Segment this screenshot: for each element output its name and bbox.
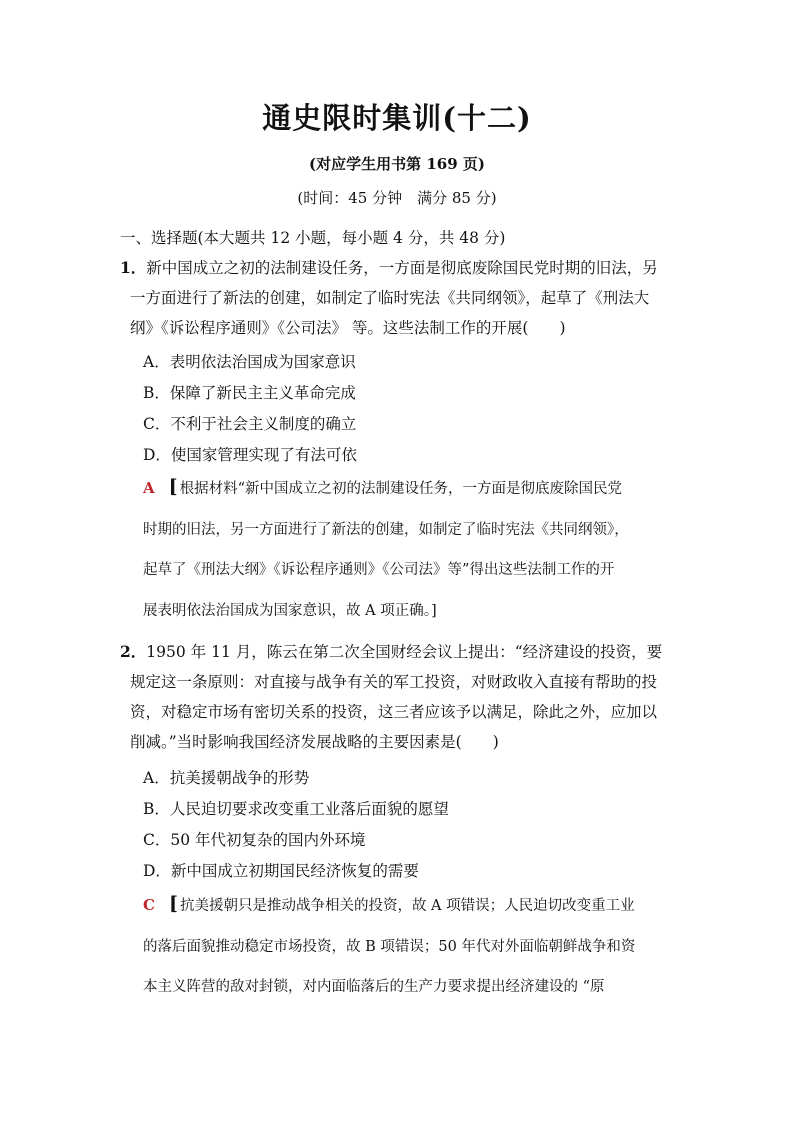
answer-line: 展表明依法治国成为国家意识，故 A 项正确。]: [143, 602, 437, 619]
answer-line: 的落后面貌推动稳定市场投资，故 B 项错误；50 年代对外面临朝鲜战争和资: [143, 938, 636, 955]
option-c: C．50 年代初复杂的国内外环境: [143, 831, 366, 849]
answer-line: 时期的旧法，另一方面进行了新法的创建，如制定了临时宪法《共同纲领》，: [143, 521, 629, 538]
exam-meta: (时间：45 分钟 满分 85 分): [297, 189, 497, 207]
answer-explanation-2: [143, 884, 675, 1008]
option-c: C．不利于社会主义制度的确立: [143, 415, 357, 433]
page-title: 通史限时集训(十二): [262, 101, 532, 135]
stem-line: 一方面进行了新法的创建，如制定了临时宪法《共同纲领》，起草了《刑法大: [130, 289, 650, 307]
answer-explanation-1: [143, 467, 675, 631]
page-subtitle: (对应学生用书第 169 页): [309, 155, 485, 173]
stem-line: 规定这一条原则：对直接与战争有关的军工投资，对财政收入直接有帮助的投: [130, 673, 658, 691]
answer-key: C: [143, 896, 155, 914]
bracket-open: [: [168, 893, 178, 915]
stem-line: 1950 年 11 月，陈云在第二次全国财经会议上提出：“经济建设的投资，要: [146, 643, 663, 661]
stem-line: 资，对稳定市场有密切关系的投资，这三者应该予以满足，除此之外，应加以: [130, 703, 658, 721]
option-a: A．表明依法治国成为国家意识: [143, 353, 356, 371]
section-heading: 一、选择题(本大题共 12 小题，每小题 4 分，共 48 分): [120, 229, 506, 247]
option-a: A．抗美援朝战争的形势: [143, 769, 310, 787]
question-2: [120, 637, 676, 757]
answer-key: A: [143, 479, 155, 497]
option-d: D．新中国成立初期国民经济恢复的需要: [143, 862, 419, 880]
option-b: B．人民迫切要求改变重工业落后面貌的愿望: [143, 800, 449, 818]
stem-line: 削减。”当时影响我国经济发展战略的主要因素是( ): [130, 733, 499, 751]
stem-line: 纲》《诉讼程序通则》《公司法》 等。这些法制工作的开展( ): [130, 319, 566, 337]
question-number: 2．: [120, 642, 147, 661]
option-d: D．使国家管理实现了有法可依: [143, 446, 357, 464]
question-number: 1．: [120, 258, 147, 277]
answer-line: 本主义阵营的敌对封锁，对内面临落后的生产力要求提出经济建设的 “原: [143, 979, 605, 995]
option-b: B．保障了新民主主义革命完成: [143, 384, 356, 402]
stem-line: 新中国成立之初的法制建设任务，一方面是彻底废除国民党时期的旧法，另: [146, 259, 658, 277]
answer-line: 起草了《刑法大纲》《诉讼程序通则》《公司法》等”得出这些法制工作的开: [143, 562, 615, 578]
answer-line: 根据材料“新中国成立之初的法制建设任务，一方面是彻底废除国民党: [179, 481, 623, 497]
question-1: [120, 253, 676, 343]
answer-line: 抗美援朝只是推动战争相关的投资，故 A 项错误；人民迫切改变重工业: [179, 898, 635, 914]
bracket-open: [: [168, 476, 178, 498]
